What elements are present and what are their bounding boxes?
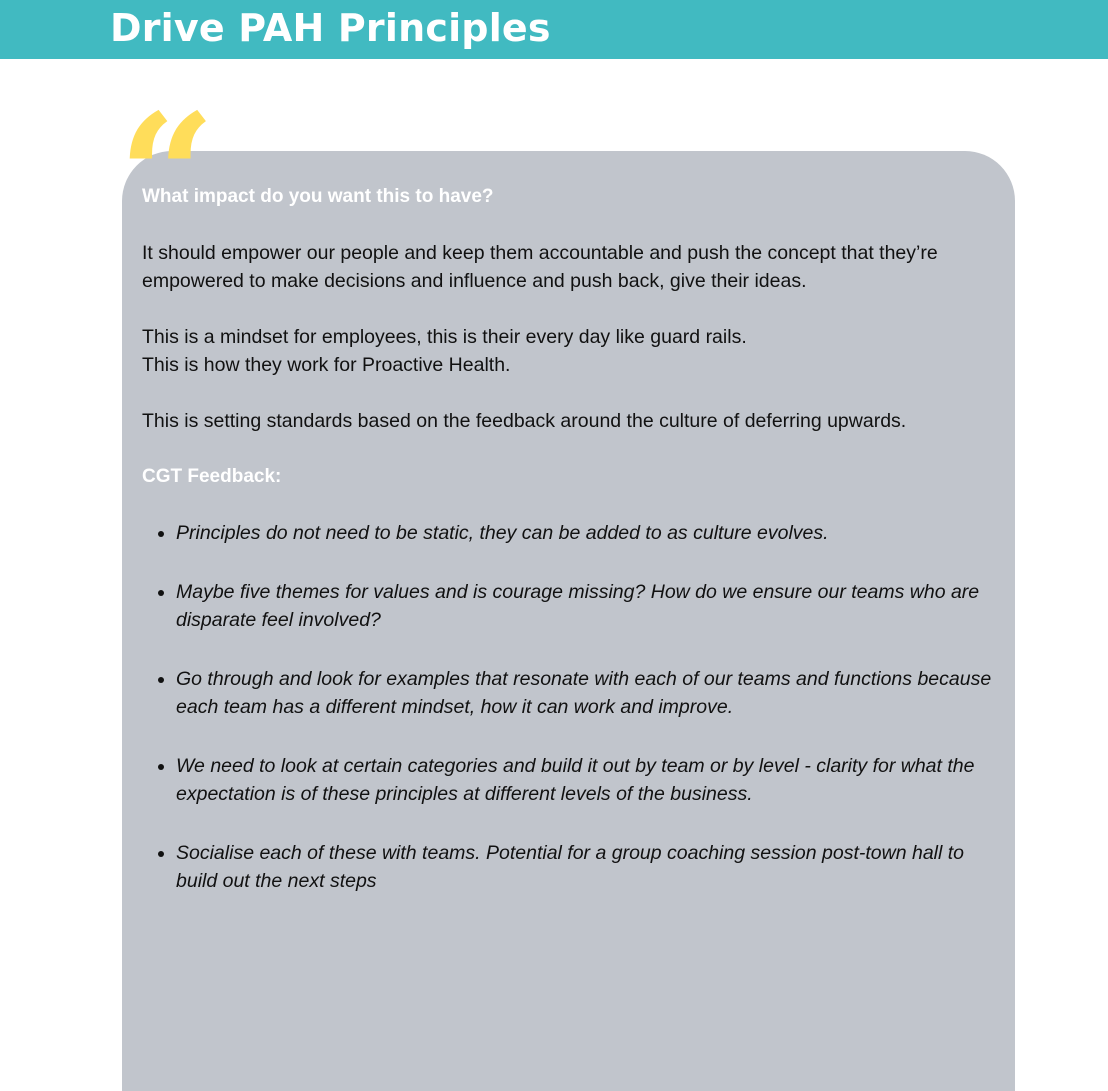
- card-content: [142, 183, 1002, 926]
- list-item: • Go through and look for examples that resonate with each of our teams and functions because each team has a different mindset, how it can work and improve.: [176, 665, 1002, 721]
- list-item: • Socialise each of these with teams. Potential for a group coaching session post-town hall to build out the next steps: [176, 839, 1002, 895]
- paragraph-line: This is how they work for Proactive Health.: [142, 354, 511, 376]
- paragraph: It should empower our people and keep them accountable and push the concept that they’re empowered to make decisions and influence and push back, give their ideas.: [142, 242, 938, 292]
- quote-mark-icon: “: [118, 77, 216, 277]
- page-title: Drive PAH Principles: [110, 6, 551, 50]
- paragraph: [142, 323, 1002, 379]
- list-item: • We need to look at certain categories and build it out by team or by level - clarity for what the expectation is of these principles at different levels of the business.: [176, 752, 1002, 808]
- list-item: • Maybe five themes for values and is courage missing? How do we ensure our teams who are disparate feel involved?: [176, 578, 1002, 634]
- paragraph: This is setting standards based on the feedback around the culture of deferring upwards.: [142, 410, 907, 432]
- feedback-list: [142, 519, 1002, 895]
- feedback-heading: CGT Feedback:: [142, 466, 282, 487]
- paragraph-line: This is a mindset for employees, this is their every day like guard rails.: [142, 326, 747, 348]
- title-banner: [0, 0, 1108, 59]
- impact-heading: What impact do you want this to have?: [142, 186, 494, 207]
- list-item: • Principles do not need to be static, they can be added to as culture evolves.: [176, 519, 1002, 547]
